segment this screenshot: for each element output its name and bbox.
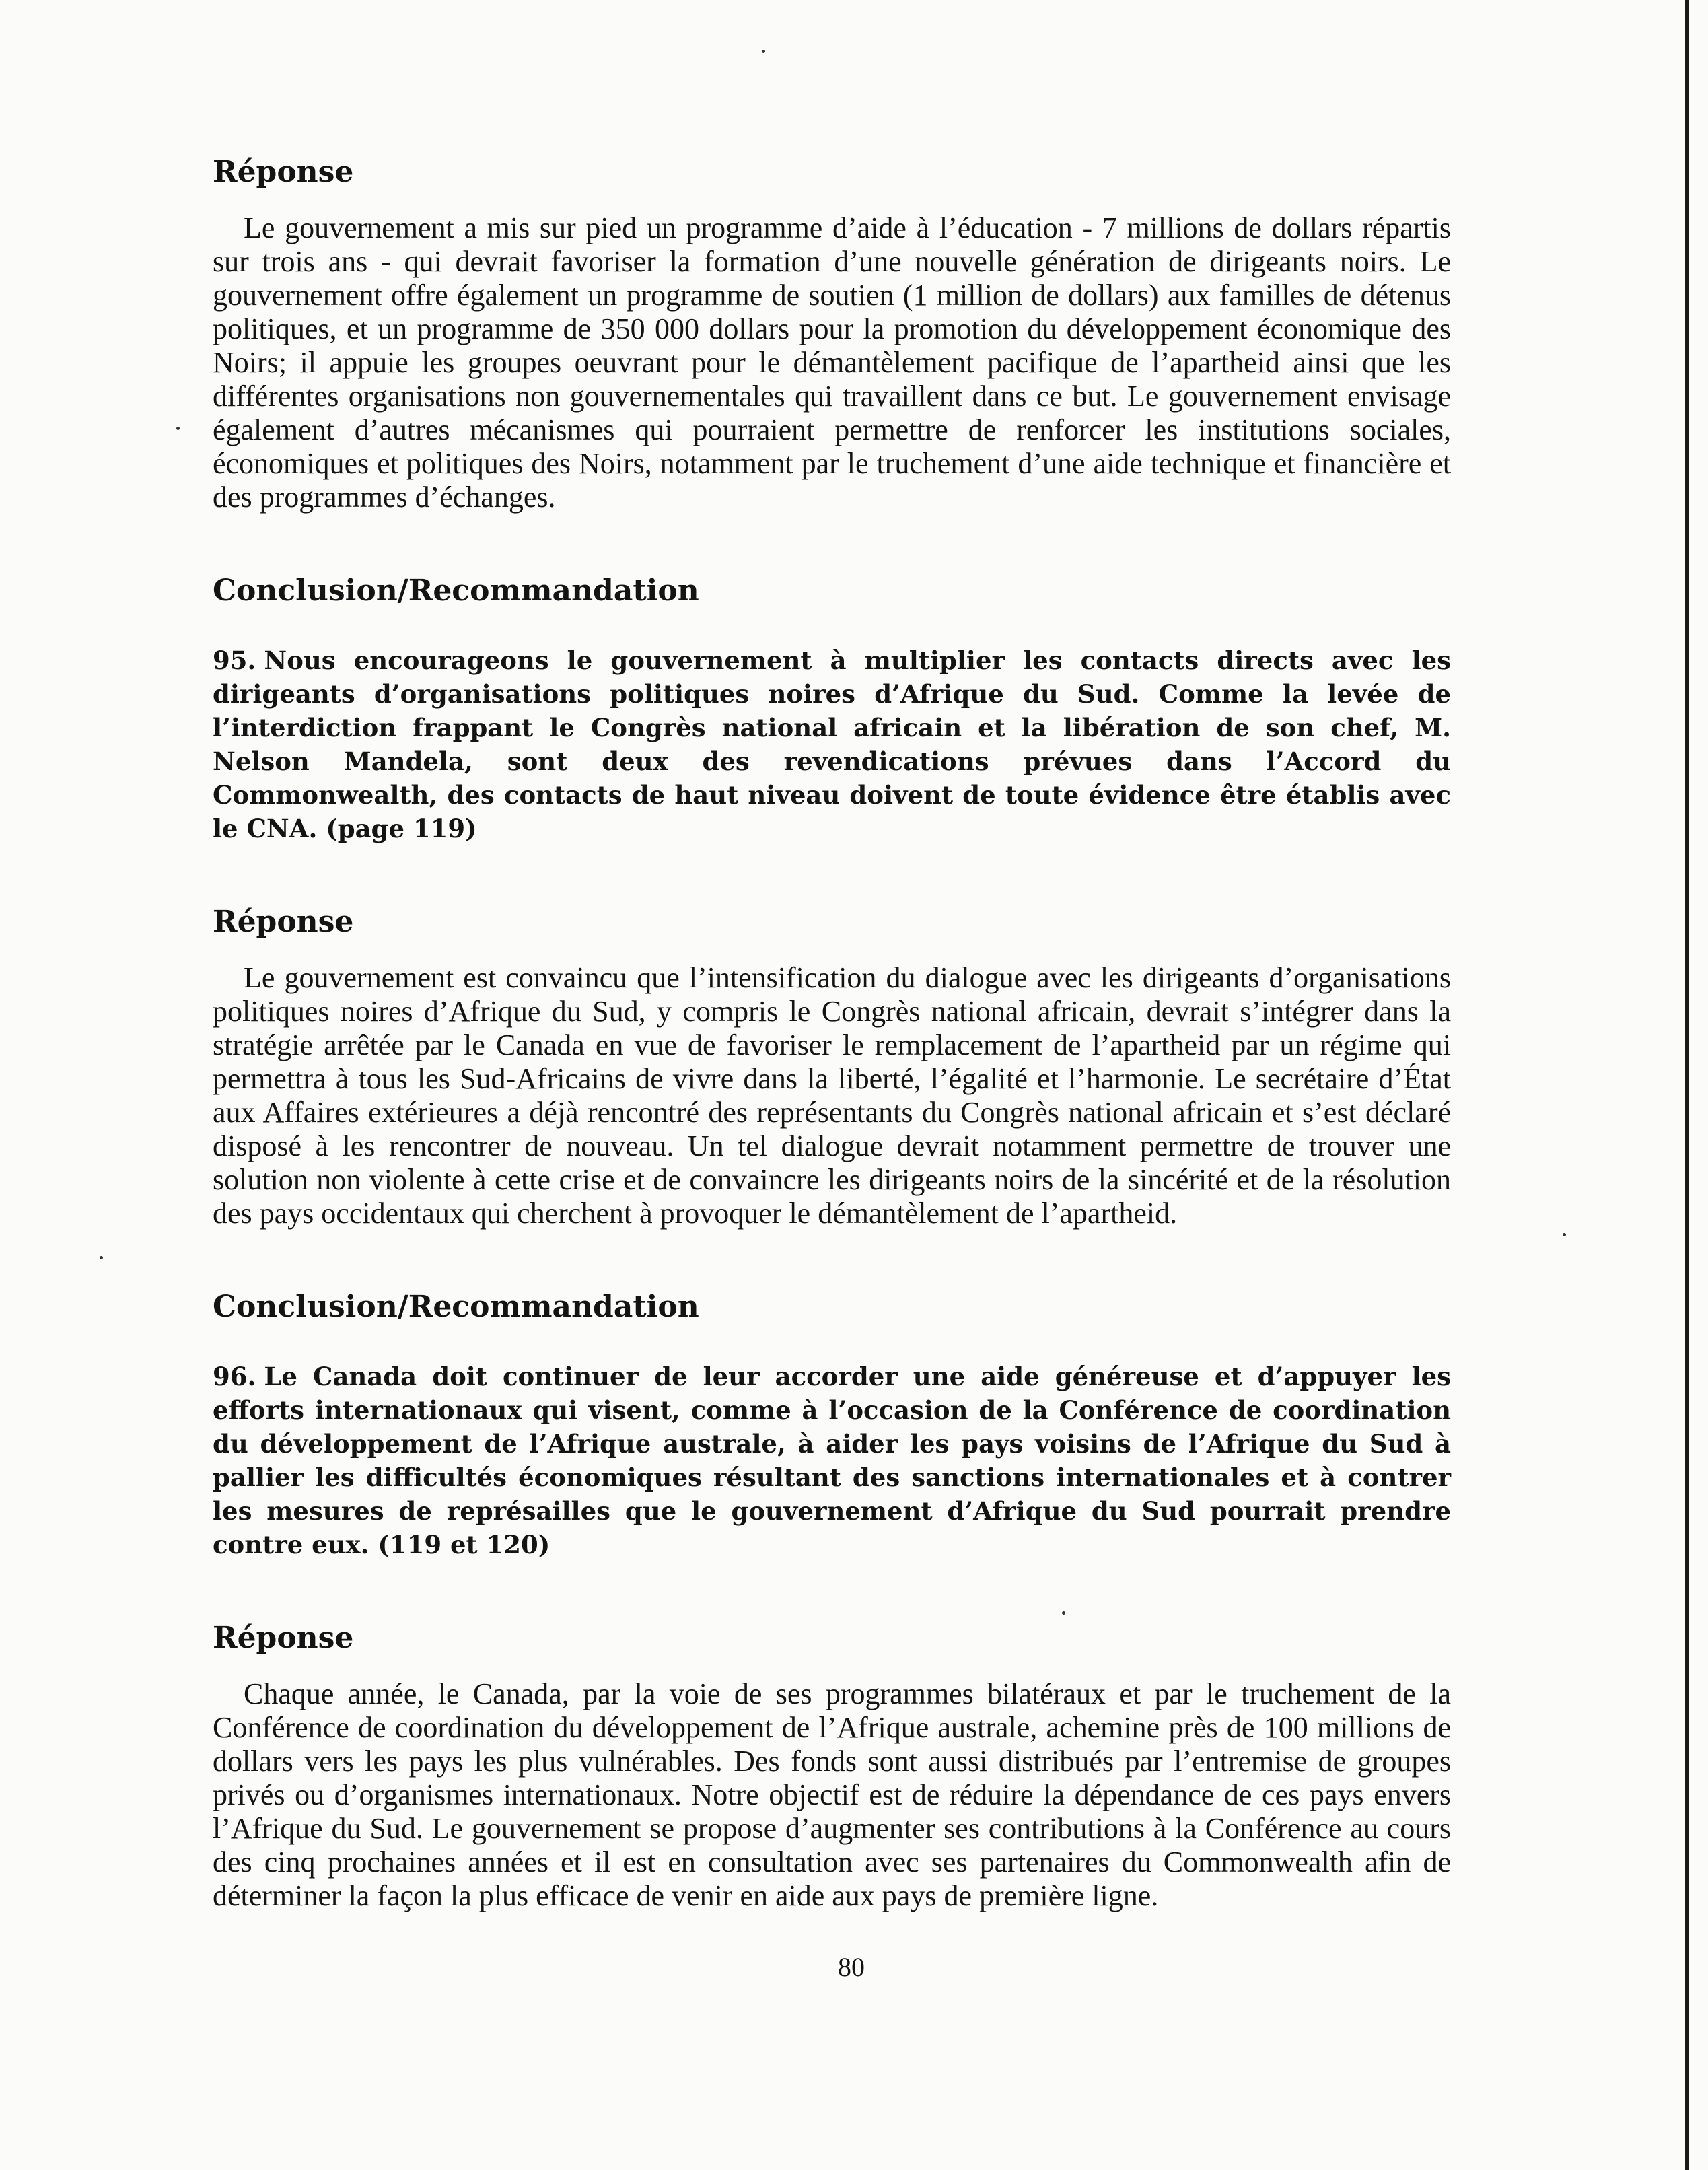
document-content	[213, 153, 1451, 1913]
recommendation-text: Le Canada doit continuer de leur accorder une aide généreuse et d’appuyer les efforts internationaux qui visent, comme à l’occasion de la Conférence de coordination du développement de l’Afrique australe, à aider les pays voisins de l’Afrique du Sud à pallier les difficultés économiques résultant des sanctions internationales et à contrer les mesures de représailles que le gouvernement d’Afrique du Sud pourrait prendre contre eux. (119 et 120)	[213, 1362, 1451, 1560]
recommendation-paragraph	[213, 1360, 1451, 1562]
recommendation-section-95	[213, 572, 1451, 845]
response-paragraph: Chaque année, le Canada, par la voie de ses programmes bilatéraux et par le truchement de la Conférence de coordination du développement de l’Afrique australe, achemine près de 100 millions de dollars vers les pays les plus vulnérables. Des fonds sont aussi distribués par l’entremise de groupes privés ou d’organismes internationaux. Notre objectif est de réduire la dépendance de ces pays envers l’Afrique du Sud. Le gouvernement se propose d’augmenter ses contributions à la Conférence au cours des cinq prochaines années et il est en consultation avec ses partenaires du Commonwealth afin de déterminer la façon la plus efficace de venir en aide aux pays de première ligne.	[213, 1677, 1451, 1912]
response-section-2	[213, 903, 1451, 1230]
section-heading: Réponse	[213, 905, 354, 939]
response-section-1	[213, 153, 1451, 514]
section-heading: Conclusion/Recommandation	[213, 1290, 699, 1324]
recommendation-section-96	[213, 1288, 1451, 1562]
response-paragraph: Le gouvernement est convaincu que l’intensification du dialogue avec les dirigeants d’organisations politiques noires d’Afrique du Sud, y compris le Congrès national africain, devrait s’intégrer dans la stratégie arrêtée par le Canada en vue de favoriser le remplacement de l’apartheid par un régime qui permettra à tous les Sud-Africains de vivre dans la liberté, l’égalité et l’harmonie. Le secrétaire d’État aux Affaires extérieures a déjà rencontré des représentants du Congrès national africain et s’est déclaré disposé à les rencontrer de nouveau. Un tel dialogue devrait notamment permettre de trouver une solution non violente à cette crise et de convaincre les dirigeants noirs de la sincérité et de la résolution des pays occidentaux qui cherchent à provoquer le démantèlement de l’apartheid.	[213, 961, 1451, 1230]
recommendation-paragraph	[213, 643, 1451, 845]
scan-speck	[100, 1256, 103, 1259]
response-section-3	[213, 1619, 1451, 1913]
scan-speck	[762, 50, 765, 53]
response-paragraph: Le gouvernement a mis sur pied un programme d’aide à l’éducation - 7 millions de dollars répartis sur trois ans - qui devrait favoriser la formation d’une nouvelle génération de dirigeants noirs. Le gouvernement offre également un programme de soutien (1 million de dollars) aux familles de détenus politiques, et un programme de 350 000 dollars pour la promotion du développement économique des Noirs; il appuie les groupes oeuvrant pour le démantèlement pacifique de l’apartheid ainsi que les différentes organisations non gouvernementales qui travaillent dans ce but. Le gouvernement envisage également d’autres mécanismes qui pourraient permettre de renforcer les institutions sociales, économiques et politiques des Noirs, notamment par le truchement d’une aide technique et financière et des programmes d’échanges.	[213, 211, 1451, 514]
section-heading: Conclusion/Recommandation	[213, 573, 699, 608]
section-heading: Réponse	[213, 1621, 354, 1655]
scan-edge-line	[1685, 0, 1689, 2170]
recommendation-text: Nous encourageons le gouvernement à multiplier les contacts directs avec les dirigeants d’organisations politiques noires d’Afrique du Sud. Comme la levée de l’interdiction frappant le Congrès national africain et la libération de son chef, M. Nelson Mandela, sont deux des revendications prévues dans l’Accord du Commonwealth, des contacts de haut niveau doivent de toute évidence être établis avec le CNA. (page 119)	[213, 645, 1451, 843]
section-heading: Réponse	[213, 155, 354, 189]
scan-speck	[176, 427, 180, 430]
recommendation-number: 95.	[213, 645, 256, 675]
scan-speck	[1563, 1233, 1566, 1236]
recommendation-number: 96.	[213, 1362, 256, 1391]
page-number: 80	[838, 1952, 865, 1982]
